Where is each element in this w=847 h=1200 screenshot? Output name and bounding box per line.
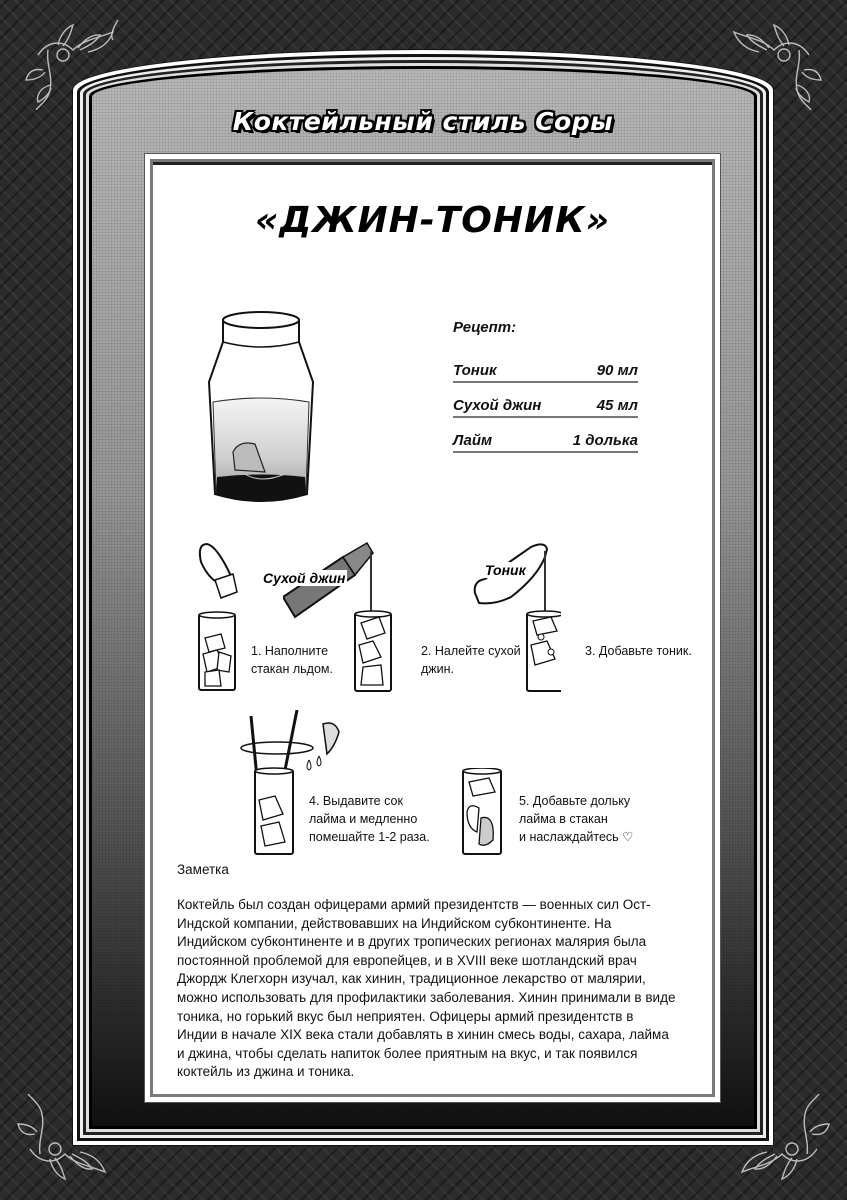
ingredient-row [453,397,638,418]
ingredient-name: Тоник [453,362,497,379]
frame-panel [92,69,754,1126]
recipe-section [453,319,638,467]
outer-frame [73,50,773,1145]
step-5-text: 5. Добавьте дольку лайма в стакан и наслаждайтесь ♡ [519,794,634,844]
ingredient-name: Сухой джин [453,397,542,414]
ingredient-name: Лайм [453,432,493,449]
header-title: Коктейльный стиль Соры [232,107,614,136]
step-3-text: 3. Добавьте тоник. [585,644,692,658]
ingredient-amount: 90 мл [596,362,638,379]
step-3-illustration [471,537,561,697]
shaker-glass-illustration [205,302,317,512]
ingredient-row [453,362,638,383]
ingredient-list [453,362,638,453]
ingredient-amount: 45 мл [596,397,638,414]
ingredient-row [453,432,638,453]
step-5-illustration [459,768,505,858]
recipe-label: Рецепт: [453,319,517,336]
note-body: Коктейль был создан офицерами армий президентств — военных сил Ост-Индской компании, действовавших на Индийском субконтиненте. На Индийском субконтиненте и в других тропических регионах малярия была постоянной проблемой для европейцев, и в XVIII веке шотландский врач Джордж Клегхорн изучал, как хинин, традиционное лекарство от малярии, можно использовать для профилактики заболевания. Хинин принимали в виде тоника, но горький вкус был неприятен. Офицеры армий президентств в Индии в начале XIX века стали добавлять в хинин смесь воды, сахара, лайма и джина, чтобы сделать напиток более приятным на вкус, и так появился коктейль из джина и тоника. [177,897,676,1080]
step-4-text: 4. Выдавите сок лайма и медленно помешайте 1-2 раза. [309,794,430,844]
recipe-card [144,153,721,1103]
ingredient-amount: 1 долька [572,432,638,449]
gin-label: Сухой джин [263,570,346,586]
step-1-illustration [193,542,243,692]
steps-section [153,542,712,872]
drink-title: «ДЖИН-ТОНИК» [255,200,610,241]
step-2-illustration [283,537,393,697]
note-heading: Заметка [177,862,229,877]
step-2-text: 2. Налейте сухой джин. [421,644,521,676]
step-1-text: 1. Наполните стакан льдом. [251,644,333,676]
tonic-label: Тоник [485,562,526,578]
